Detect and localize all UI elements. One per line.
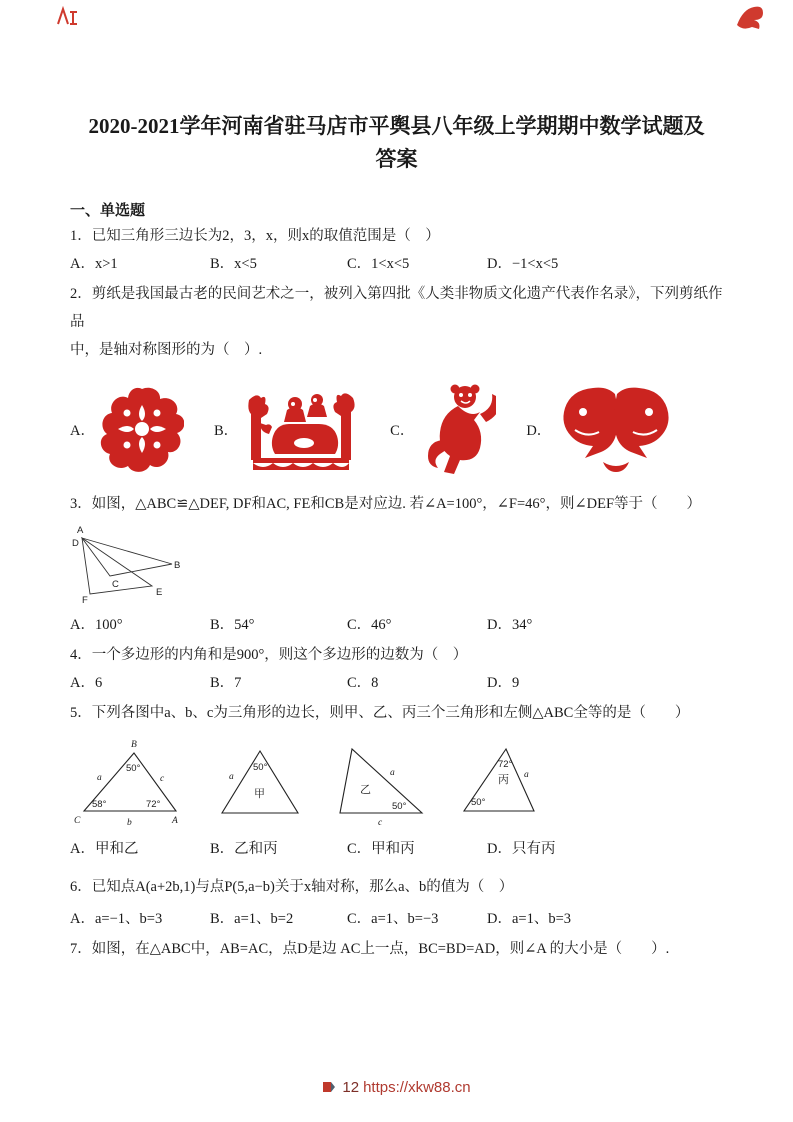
triangle-label: a — [390, 768, 395, 779]
question-5-diagram-row — [72, 737, 723, 829]
top-right-seal-icon — [733, 3, 765, 31]
q2-label-a: A． — [70, 422, 95, 439]
question-2-figure-row — [70, 380, 723, 478]
question-5-options — [70, 835, 723, 863]
q1-option-d: D．−1<x<5 — [487, 256, 559, 273]
triangle-label: c — [160, 774, 165, 785]
q3-option-a: A．100° — [70, 617, 123, 634]
title-line-2: 答案 — [375, 146, 418, 171]
q6-option-d: D．a=1、b=3 — [487, 911, 572, 928]
q5-triangle-abc — [72, 737, 184, 829]
question-4-options — [70, 669, 723, 697]
triangle-label: A — [172, 816, 178, 827]
q2-label-c: C． — [390, 422, 415, 439]
triangle-label: 甲 — [254, 788, 265, 801]
footer-page-number: 12 — [342, 1079, 360, 1096]
question-1-options — [70, 250, 723, 278]
section-heading: 一、单选题 — [70, 203, 146, 220]
question-2-text-line-2: 中，是轴对称图形的为（ ）. — [70, 342, 263, 359]
papercut-image-b — [242, 384, 360, 474]
question-4-text: 4．一个多边形的内角和是900°，则这个多边形的边数为（ ） — [70, 647, 468, 664]
q2-item-a — [70, 384, 184, 474]
triangle-label: c — [378, 818, 383, 829]
q6-option-c: C．a=1、b=−3 — [347, 911, 439, 928]
q1-option-a: A．x>1 — [70, 256, 118, 273]
diagram-vertex-label: E — [156, 587, 163, 599]
title-line-1: 2020-2021学年河南省驻马店市平舆县八年级上学期期中数学试题及 — [88, 114, 705, 139]
question-1-text: 1．已知三角形三边长为2，3，x，则x的取值范围是（ ） — [70, 228, 440, 245]
q2-item-c — [390, 380, 496, 478]
triangle-label: a — [524, 770, 529, 781]
q3-option-c: C．46° — [347, 617, 392, 634]
triangle-label: 50° — [126, 763, 141, 775]
q4-option-a: A．6 — [70, 675, 103, 692]
q4-option-b: B．7 — [210, 675, 242, 692]
diagram-vertex-label: C — [112, 579, 119, 591]
triangle-label: 72° — [498, 759, 513, 771]
diagram-vertex-label: F — [82, 595, 88, 605]
question-7-text: 7．如图，在△ABC中，AB=AC，点D是边 AC上一点，BC=BD=AD，则∠A 的大小是（ ）. — [70, 941, 670, 958]
page-footer — [0, 1079, 793, 1096]
q5-triangle-bing — [456, 737, 544, 829]
question-3-diagram-wrap — [72, 524, 723, 609]
question-5-text: 5．下列各图中a、b、c为三角形的边长，则甲、乙、丙三个三角形和左侧△ABC全等的是（ ） — [70, 705, 690, 722]
q1-option-b: B．x<5 — [210, 256, 257, 273]
q4-option-d: D．9 — [487, 675, 520, 692]
q4-option-c: C．8 — [347, 675, 379, 692]
q5-option-d: D．只有丙 — [487, 841, 556, 858]
q1-option-c: C．1<x<5 — [347, 256, 410, 273]
xkw-logo-icon — [322, 1080, 336, 1094]
triangle-label: B — [131, 740, 137, 751]
q2-item-b — [214, 384, 360, 474]
triangle-label: 72° — [146, 799, 161, 811]
page-title — [70, 14, 723, 175]
diagram-vertex-label: B — [174, 560, 181, 572]
triangle-label: 50° — [392, 801, 407, 813]
diagram-vertex-label: A — [77, 525, 84, 537]
triangle-label: 58° — [92, 799, 107, 811]
q5-option-a: A．甲和乙 — [70, 841, 139, 858]
triangle-label: 乙 — [360, 784, 371, 797]
question-6-options — [70, 905, 723, 933]
q6-option-b: B．a=1、b=2 — [210, 911, 294, 928]
q5-option-b: B．乙和丙 — [210, 841, 278, 858]
q3-option-d: D．34° — [487, 617, 533, 634]
triangle-label: 50° — [471, 797, 486, 809]
papercut-image-c — [418, 380, 496, 478]
triangle-label: b — [127, 818, 132, 829]
q2-item-d — [526, 384, 677, 474]
question-3-text: 3．如图，△ABC≌△DEF, DF和AC, FE和CB是对应边. 若∠A=100°，∠F=46°，则∠DEF等于（ ） — [70, 496, 702, 513]
triangle-label: C — [74, 816, 81, 827]
question-3-options — [70, 611, 723, 639]
triangle-label: a — [229, 772, 234, 783]
papercut-image-a — [99, 384, 184, 474]
footer-url[interactable]: https://xkw88.cn — [363, 1079, 471, 1096]
question-2-text-line-1: 2．剪纸是我国最古老的民间艺术之一，被列入第四批《人类非物质文化遗产代表作名录》，下列剪纸作品 — [70, 286, 723, 331]
top-left-seal-icon — [55, 6, 79, 28]
papercut-image-d — [555, 384, 677, 474]
q3-diagram — [72, 524, 182, 604]
q6-option-a: A．a=−1、b=3 — [70, 911, 163, 928]
question-6-text: 6．已知点A(a+2b,1)与点P(5,a−b)关于x轴对称，那么a、b的值为（ ） — [70, 879, 514, 896]
q5-triangle-yi — [332, 737, 428, 829]
triangle-label: 丙 — [498, 774, 509, 787]
q5-triangle-jia — [212, 737, 304, 829]
triangle-label: a — [97, 773, 102, 784]
q3-option-b: B．54° — [210, 617, 255, 634]
q5-option-c: C．甲和丙 — [347, 841, 415, 858]
triangle-label: 50° — [253, 762, 268, 774]
q2-label-b: B． — [213, 422, 239, 439]
q2-label-d: D． — [526, 422, 552, 439]
diagram-vertex-label: D — [72, 538, 79, 550]
